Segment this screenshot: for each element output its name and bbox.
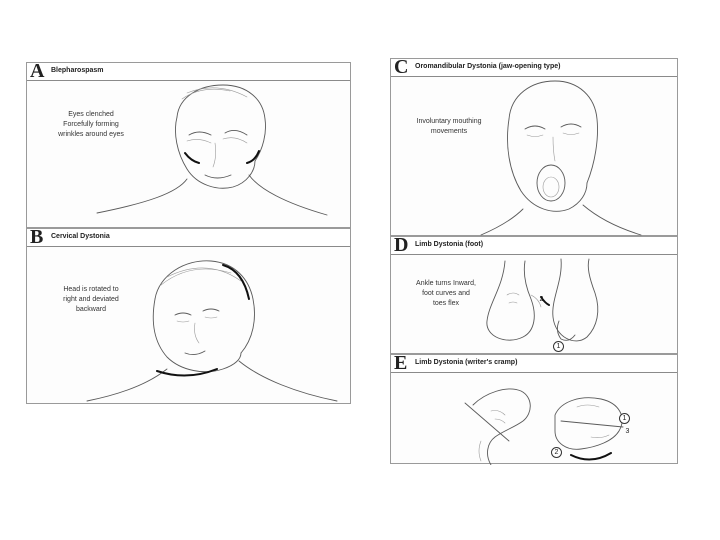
panel-a-blepharospasm xyxy=(26,62,351,228)
marker-badge: 2 xyxy=(551,447,562,458)
panel-caption: Eyes clenched Forcefully forming wrinkles around eyes xyxy=(58,111,124,138)
panel-caption: Ankle turns Inward, foot curves and toes flex xyxy=(416,280,476,307)
panel-letter: E xyxy=(394,352,408,374)
marker-badge: 3 xyxy=(625,428,630,435)
panel-title: Limb Dystonia (writer's cramp) xyxy=(415,359,518,366)
marker-badge: 1 xyxy=(553,341,564,352)
panel-title: Blepharospasm xyxy=(51,67,104,74)
panel-title: Cervical Dystonia xyxy=(51,233,110,240)
panel-c-oromandibular-dystonia xyxy=(390,58,678,236)
hand-sketch-icon xyxy=(391,355,679,465)
head-sketch-icon xyxy=(27,229,352,405)
panel-letter: A xyxy=(30,60,45,82)
panel-letter: C xyxy=(394,56,409,78)
marker-badge: 2 xyxy=(539,296,544,303)
head-sketch-icon xyxy=(27,63,352,229)
panel-b-cervical-dystonia xyxy=(26,228,351,404)
panel-letter: D xyxy=(394,234,409,256)
panel-d-limb-dystonia-foot xyxy=(390,236,678,354)
panel-title: Limb Dystonia (foot) xyxy=(415,241,484,248)
panel-caption: Involuntary mouthing movements xyxy=(416,118,482,135)
panel-title: Oromandibular Dystonia (jaw-opening type) xyxy=(415,63,561,70)
panel-caption: Head is rotated to right and deviated backward xyxy=(63,286,119,313)
panel-letter: B xyxy=(30,226,44,248)
head-sketch-icon xyxy=(391,59,679,237)
marker-badge: 1 xyxy=(619,413,630,424)
panel-e-limb-dystonia-writers-cramp xyxy=(390,354,678,464)
foot-sketch-icon xyxy=(391,237,679,355)
motion-arrow-icon xyxy=(571,453,611,460)
